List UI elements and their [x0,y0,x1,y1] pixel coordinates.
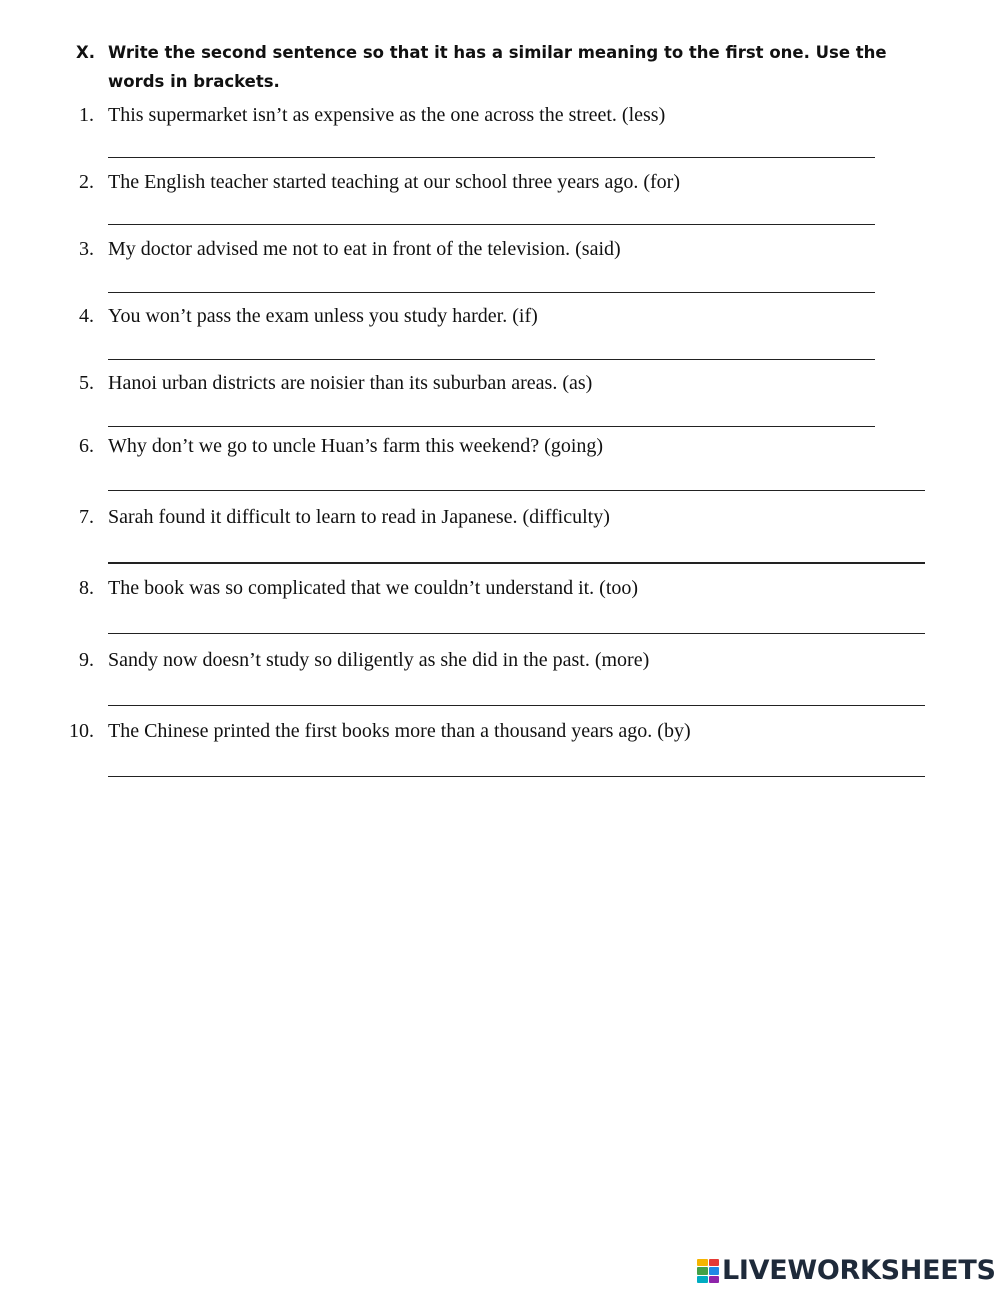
liveworksheets-blocks-icon [697,1259,719,1283]
exercise-item [0,719,1000,779]
exercise-instruction [76,38,936,96]
exercise-sentence: Hanoi urban districts are noisier than its suburban areas. (as) [108,372,593,394]
exercise-sentence: The book was so complicated that we couldn’t understand it. (too) [108,577,639,599]
answer-line[interactable] [108,633,925,634]
logo-block [697,1276,708,1283]
exercise-number: 2. [79,171,94,193]
exercise-item [0,434,1000,494]
exercise-number: 9. [79,649,94,671]
answer-line[interactable] [108,705,925,706]
exercise-sentence: My doctor advised me not to eat in front of the television. (said) [108,238,621,260]
exercise-sentence: You won’t pass the exam unless you study harder. (if) [108,305,538,327]
exercise-item [0,237,1000,297]
answer-line[interactable] [108,224,875,225]
exercise-sentence: The English teacher started teaching at our school three years ago. (for) [108,171,680,193]
exercise-number: 10. [69,720,94,742]
exercise-sentence: Sarah found it difficult to learn to read in Japanese. (difficulty) [108,506,610,528]
exercise-item [0,304,1000,364]
liveworksheets-logo [697,1256,996,1286]
logo-block [709,1276,720,1283]
logo-block [709,1267,720,1274]
exercise-sentence: The Chinese printed the first books more than a thousand years ago. (by) [108,720,691,742]
exercise-number: 5. [79,372,94,394]
exercise-sentence: Why don’t we go to uncle Huan’s farm this weekend? (going) [108,435,604,457]
answer-line[interactable] [108,292,875,293]
logo-block [697,1267,708,1274]
exercise-number: 1. [79,104,94,126]
answer-line[interactable] [108,490,925,491]
exercise-number: 6. [79,435,94,457]
exercise-number: 4. [79,305,94,327]
answer-line[interactable] [108,157,875,158]
exercise-sentence: This supermarket isn’t as expensive as the one across the street. (less) [108,104,666,126]
instruction-text: Write the second sentence so that it has a similar meaning to the first one. Use the words in brackets. [108,43,887,91]
exercise-number: 7. [79,506,94,528]
exercise-item [0,371,1000,431]
exercise-sentence: Sandy now doesn’t study so diligently as she did in the past. (more) [108,649,650,671]
logo-block [697,1259,708,1266]
answer-line[interactable] [108,562,925,564]
section-marker: X. [76,43,95,62]
logo-text: LIVEWORKSHEETS [722,1255,996,1286]
exercise-item [0,505,1000,565]
exercise-number: 8. [79,577,94,599]
logo-block [709,1259,720,1266]
answer-line[interactable] [108,776,925,777]
answer-line[interactable] [108,426,875,427]
exercise-item [0,576,1000,636]
answer-line[interactable] [108,359,875,360]
exercise-number: 3. [79,238,94,260]
exercise-item [0,170,1000,230]
exercise-item [0,103,1000,163]
exercise-item [0,648,1000,708]
